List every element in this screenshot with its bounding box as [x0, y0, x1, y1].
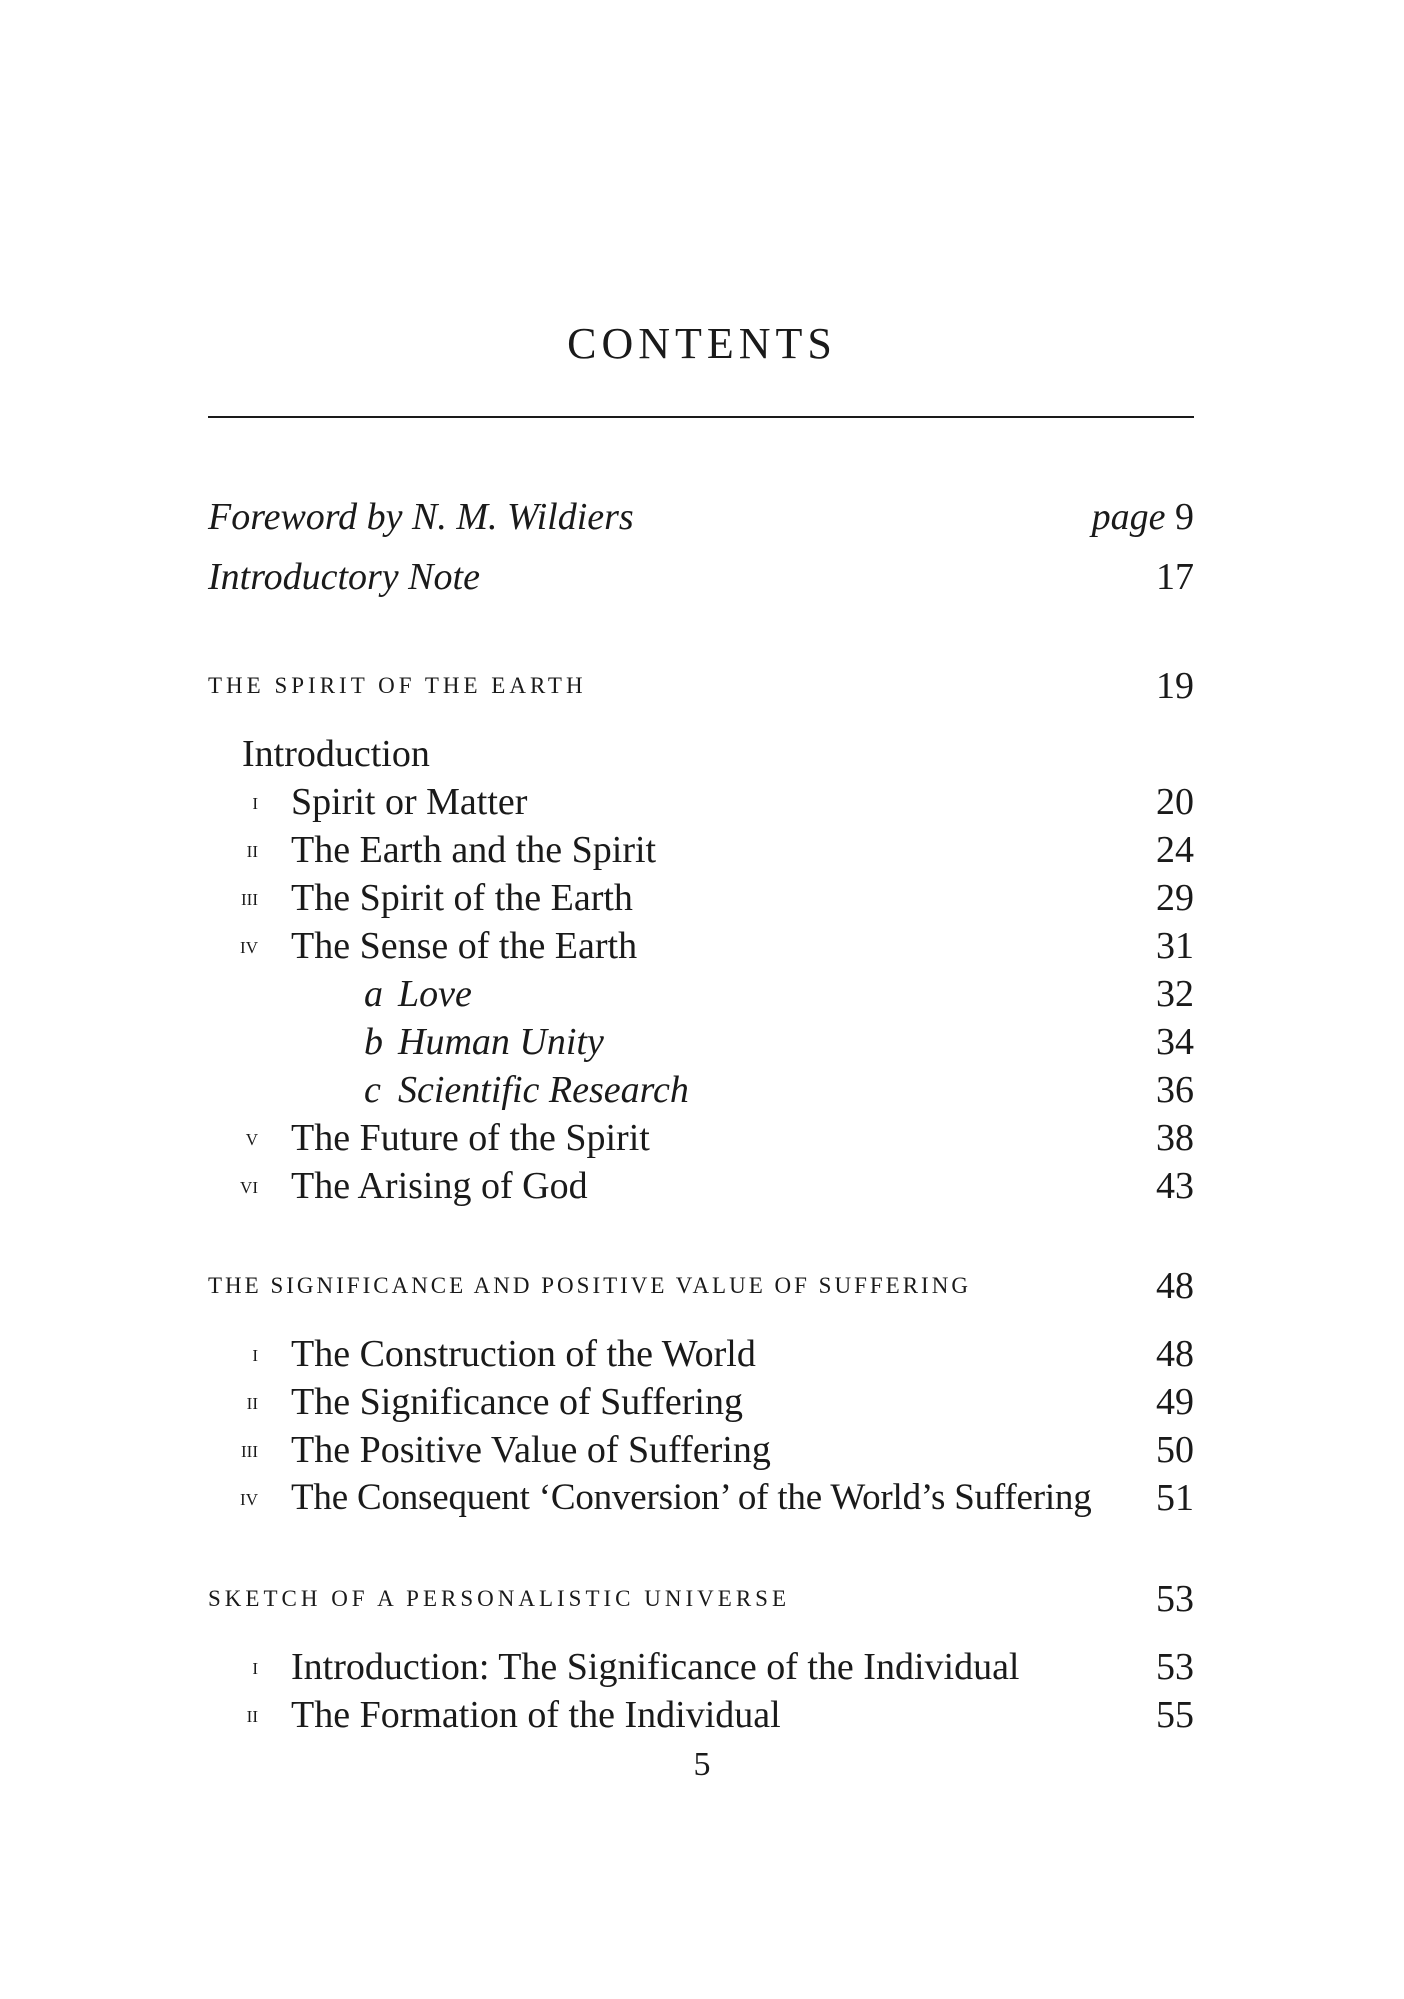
- toc-entry-label: Foreword by N. M. Wildiers: [208, 496, 634, 538]
- toc-entry-page: 34: [1156, 1021, 1194, 1063]
- toc-entry-numeral: iv: [240, 1485, 258, 1511]
- toc-entry-page: 32: [1156, 973, 1194, 1015]
- toc-entry-label: The Positive Value of Suffering: [291, 1429, 771, 1471]
- toc-entry[interactable]: [208, 1378, 1194, 1426]
- toc-entry-label: Introductory Note: [208, 556, 480, 598]
- toc-section-spirit-of-earth[interactable]: [208, 662, 1194, 710]
- toc-entry-numeral: ii: [246, 1702, 258, 1728]
- toc-entry[interactable]: [208, 778, 1194, 826]
- toc-entry-page: 49: [1156, 1381, 1194, 1423]
- toc-entry-introductory-note[interactable]: [208, 553, 1194, 601]
- toc-section-suffering[interactable]: [208, 1262, 1194, 1310]
- page-title: CONTENTS: [567, 319, 837, 368]
- toc-entry-numeral: i: [252, 789, 258, 815]
- toc-entry-numeral: iii: [241, 1437, 258, 1463]
- toc-entry[interactable]: [208, 874, 1194, 922]
- toc-entry-label: The Construction of the World: [291, 1333, 756, 1375]
- toc-section-personalistic[interactable]: [208, 1575, 1194, 1623]
- toc-entry-page: 50: [1156, 1429, 1194, 1471]
- toc-entry-label: The Sense of the Earth: [291, 925, 638, 967]
- page-number: 5: [693, 1746, 711, 1783]
- toc-entry-label: The Consequent ‘Conversion’ of the World’s Suffering: [291, 1477, 1092, 1518]
- toc-subentry[interactable]: [208, 970, 1194, 1018]
- toc-entry-page: 48: [1156, 1265, 1194, 1307]
- toc-entry-label: Introduction: [242, 733, 430, 775]
- toc-entry-numeral: iv: [240, 933, 258, 959]
- toc-entry-page: 38: [1156, 1117, 1194, 1159]
- toc-entry-numeral: iii: [241, 885, 258, 911]
- toc-subentry-letter: b: [364, 1021, 383, 1063]
- toc-entry-label: Introduction: The Significance of the Individual: [291, 1646, 1020, 1688]
- toc-entry-page: 51: [1156, 1477, 1194, 1519]
- toc-entry-page: 48: [1156, 1333, 1194, 1375]
- toc-entry[interactable]: [208, 1474, 1194, 1522]
- toc-entry-label: Scientific Research: [398, 1069, 689, 1111]
- toc-entry-page: 29: [1156, 877, 1194, 919]
- toc-section-heading: THE SIGNIFICANCE AND POSITIVE VALUE OF SUFFERING: [208, 1273, 971, 1298]
- toc-entry-label: The Future of the Spirit: [291, 1117, 650, 1159]
- toc-entry-label: The Arising of God: [291, 1165, 588, 1207]
- toc-entry-foreword[interactable]: [208, 493, 1194, 541]
- toc-entry-page: 24: [1156, 829, 1194, 871]
- toc-entry-label: The Spirit of the Earth: [291, 877, 633, 919]
- toc-entry-numeral: ii: [246, 1389, 258, 1415]
- toc-entry[interactable]: [208, 1691, 1194, 1739]
- toc-entry-page: 43: [1156, 1165, 1194, 1207]
- toc-subentry-letter: a: [364, 973, 383, 1015]
- toc-entry-numeral: v: [245, 1125, 258, 1151]
- toc-entry[interactable]: [208, 1114, 1194, 1162]
- toc-entry-page: 17: [1156, 556, 1194, 598]
- toc-entry-label: The Formation of the Individual: [291, 1694, 781, 1736]
- toc-entry-page: page 9: [1091, 496, 1194, 538]
- title-rule: [208, 416, 1194, 418]
- toc-entry-page: 36: [1156, 1069, 1194, 1111]
- toc-entry[interactable]: [208, 1426, 1194, 1474]
- toc-entry[interactable]: [208, 1330, 1194, 1378]
- toc-entry[interactable]: [208, 826, 1194, 874]
- toc-subentry[interactable]: [208, 1066, 1194, 1114]
- toc-entry-page: 53: [1156, 1646, 1194, 1688]
- toc-subentry-letter: c: [364, 1069, 381, 1111]
- toc-entry[interactable]: [208, 1643, 1194, 1691]
- toc-subentry[interactable]: [208, 1018, 1194, 1066]
- toc-entry-introduction[interactable]: [208, 730, 1194, 778]
- toc-section-heading: THE SPIRIT OF THE EARTH: [208, 673, 587, 698]
- toc-entry[interactable]: [208, 922, 1194, 970]
- toc-entry-numeral: ii: [246, 837, 258, 863]
- toc-entry[interactable]: [208, 1162, 1194, 1210]
- toc-entry-numeral: vi: [240, 1173, 258, 1199]
- toc-entry-numeral: i: [252, 1341, 258, 1367]
- toc-entry-page: 20: [1156, 781, 1194, 823]
- toc-entry-label: The Significance of Suffering: [291, 1381, 743, 1423]
- toc-entry-page: 55: [1156, 1694, 1194, 1736]
- toc-section-heading: SKETCH OF A PERSONALISTIC UNIVERSE: [208, 1586, 790, 1611]
- toc-entry-numeral: i: [252, 1654, 258, 1680]
- toc-entry-page: 19: [1156, 665, 1194, 707]
- toc-entry-label: Spirit or Matter: [291, 781, 528, 823]
- toc-entry-label: Human Unity: [398, 1021, 604, 1063]
- toc-entry-label: Love: [398, 973, 472, 1015]
- toc-entry-page: 31: [1156, 925, 1194, 967]
- toc-entry-label: The Earth and the Spirit: [291, 829, 657, 871]
- toc-entry-page: 53: [1156, 1578, 1194, 1620]
